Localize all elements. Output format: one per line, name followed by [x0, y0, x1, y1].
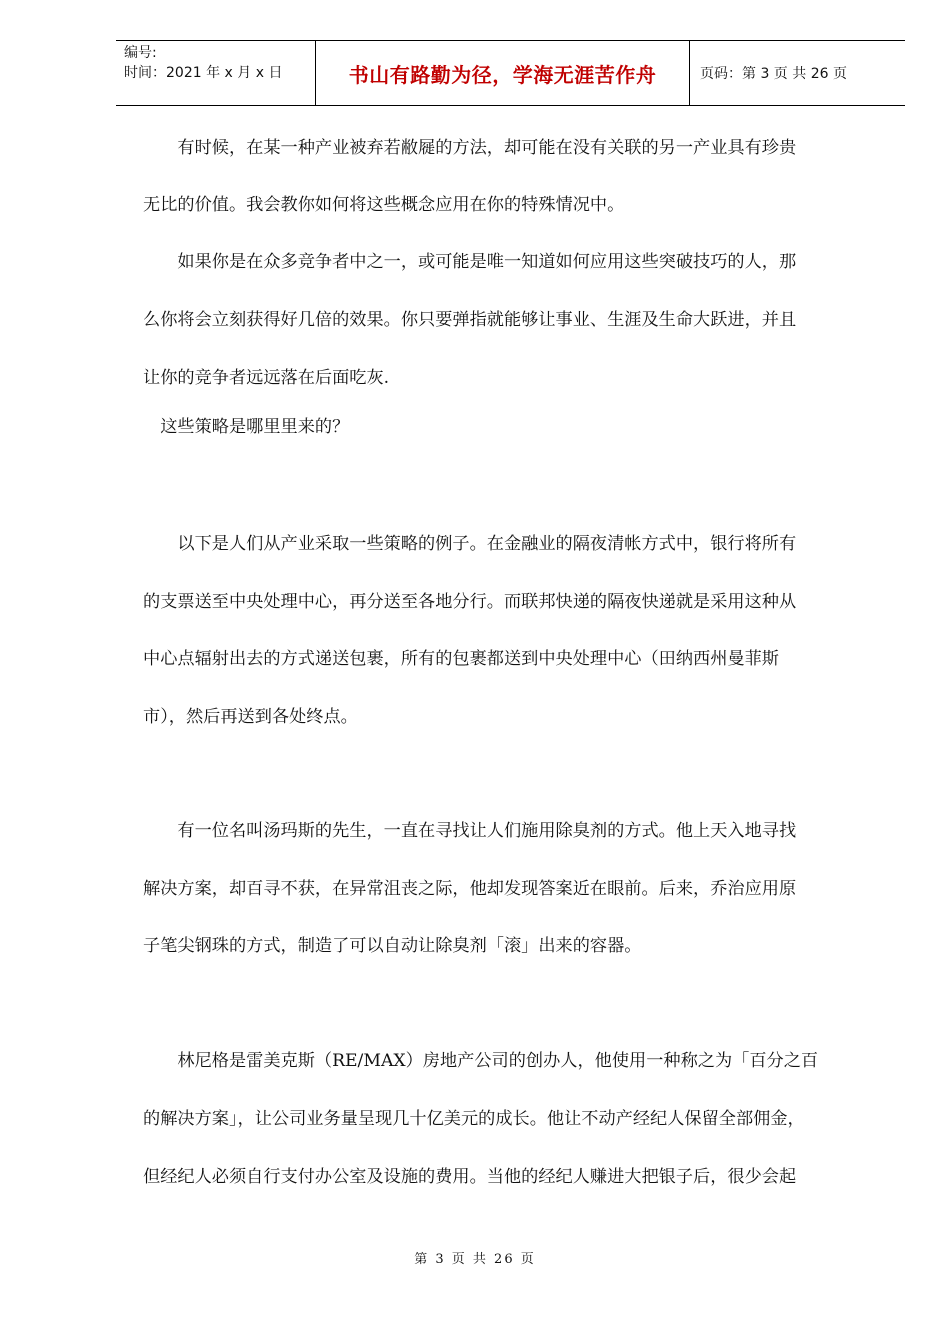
paragraph-line: 有一位名叫汤玛斯的先生，一直在寻找让人们施用除臭剂的方式。他上天入地寻找	[143, 821, 797, 841]
paragraph-line: 以下是人们从产业采取一些策略的例子。在金融业的隔夜清帐方式中，银行将所有	[143, 534, 797, 554]
document-date: 时间：2021 年 x 月 x 日	[124, 65, 283, 81]
paragraph-line: 林尼格是雷美克斯（RE/MAX）房地产公司的创办人，他使用一种称之为「百分之百	[143, 1051, 819, 1071]
paragraph-line: 但经纪人必须自行支付办公室及设施的费用。当他的经纪人赚进大把银子后，很少会起	[143, 1167, 797, 1187]
paragraph-line: 市），然后再送到各处终点。	[143, 707, 358, 727]
section-question: 这些策略是哪里里来的？	[143, 417, 350, 437]
page-footer: 第 3 页 共 26 页	[414, 1252, 536, 1267]
document-number-label: 编号:	[124, 45, 157, 61]
paragraph-line: 的支票送至中央处理中心，再分送至各地分行。而联邦快递的隔夜快递就是采用这种从	[143, 592, 797, 612]
paragraph-line: 子笔尖钢珠的方式，制造了可以自动让除臭剂「滚」出来的容器。	[143, 936, 642, 956]
paragraph-line: 有时候，在某一种产业被弃若敝屣的方法，却可能在没有关联的另一产业具有珍贵	[143, 138, 797, 158]
paragraph-line: 中心点辐射出去的方式递送包裹，所有的包裹都送到中央处理中心（田纳西州曼菲斯	[143, 649, 779, 669]
header-meta	[116, 41, 316, 105]
paragraph-line: 解决方案，却百寻不获，在异常沮丧之际，他却发现答案近在眼前。后来，乔治应用原	[143, 879, 797, 899]
paragraph-line: 如果你是在众多竞争者中之一，或可能是唯一知道如何应用这些突破技巧的人，那	[143, 252, 797, 272]
paragraph-line: 无比的价值。我会教你如何将这些概念应用在你的特殊情况中。	[143, 195, 625, 215]
header-motto: 书山有路勤为径，学海无涯苦作舟	[316, 41, 690, 105]
page-header	[116, 40, 905, 106]
paragraph-line: 么你将会立刻获得好几倍的效果。你只要弹指就能够让事业、生涯及生命大跃进，并且	[143, 310, 797, 330]
header-page-info: 页码：第 3 页 共 26 页	[700, 66, 847, 82]
paragraph-line: 的解决方案」，让公司业务量呈现几十亿美元的成长。他让不动产经纪人保留全部佣金，	[143, 1109, 805, 1129]
paragraph-line: 让你的竞争者远远落在后面吃灰.	[143, 368, 390, 388]
